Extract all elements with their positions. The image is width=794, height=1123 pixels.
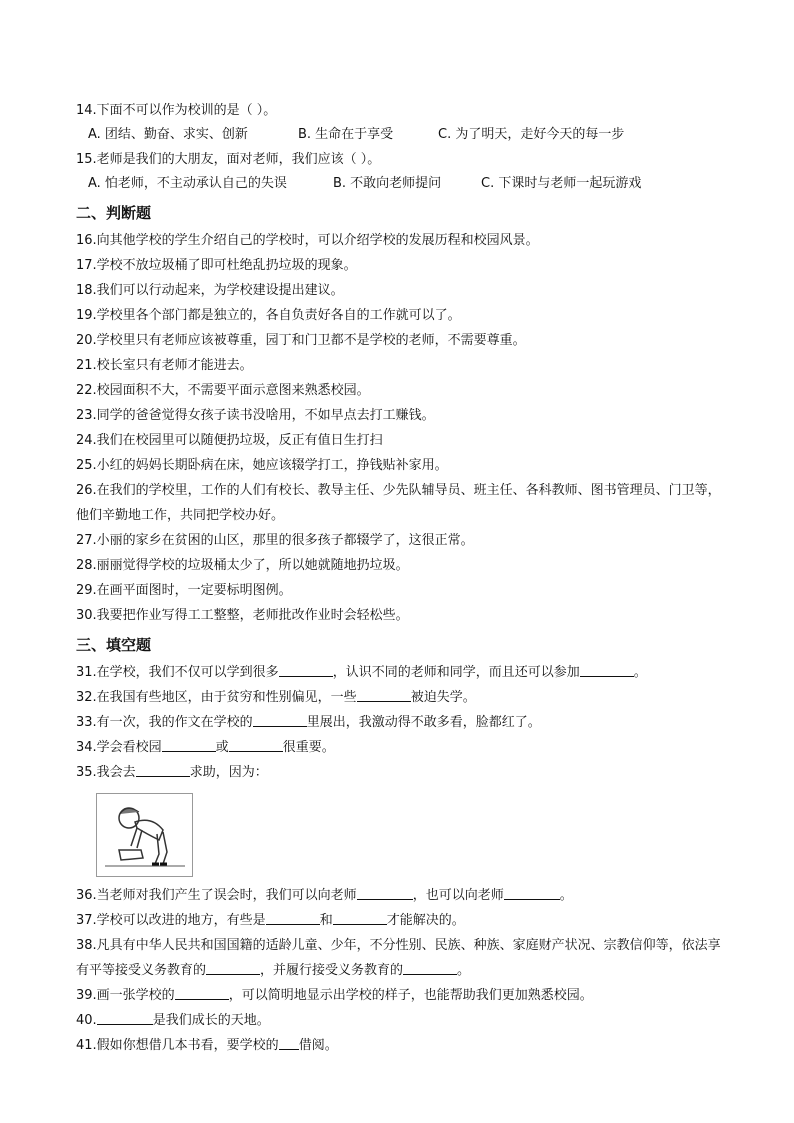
judge-question-26: 26.在我们的学校里，工作的人们有校长、教导主任、少先队辅导员、班主任、各科教师、图书管理员、门卫等，他们辛勤地工作，共同把学校办好。: [76, 483, 721, 523]
judge-question-23: 23.同学的爸爸觉得女孩子读书没啥用，不如早点去打工赚钱。: [76, 408, 435, 423]
fill-question-35: 35.我会去 求助，因为：: [76, 760, 736, 785]
answer-blank[interactable]: [279, 662, 333, 677]
judge-question-16: 16.向其他学校的学生介绍自己的学校时，可以介绍学校的发展历程和校园风景。: [76, 233, 539, 248]
judge-question-29: 29.在画平面图时，一定要标明图例。: [76, 583, 292, 598]
child-picking-up-book-drawing: [97, 794, 192, 876]
answer-blank[interactable]: [357, 885, 413, 900]
answer-blank[interactable]: [333, 910, 387, 925]
fill-question-39: 39.画一张学校的 ，可以简明地显示出学校的样子，也能帮助我们更加熟悉校园。: [76, 983, 736, 1008]
answer-blank[interactable]: [206, 960, 260, 975]
question-14-stem: 14.下面不可以作为校训的是（ ）。: [76, 103, 277, 118]
judge-question-21: 21.校长室只有老师才能进去。: [76, 358, 253, 373]
fill-question-38: 38.凡具有中华人民共和国国籍的适龄儿童、少年，不分性别、民族、种族、家庭财产状况、宗教信仰等，依法享有平等接受义务教育的 ，并履行接受义务教育的 。: [76, 938, 721, 978]
question-15-options: [76, 172, 736, 196]
judge-question-19: 19.学校里各个部门都是独立的，各自负责好各自的工作就可以了。: [76, 308, 461, 323]
answer-blank[interactable]: [357, 687, 411, 702]
answer-blank[interactable]: [253, 712, 307, 727]
judge-question-20: 20.学校里只有老师应该被尊重，园丁和门卫都不是学校的老师，不需要尊重。: [76, 333, 526, 348]
section-heading-judge: 二、判断题: [76, 204, 152, 222]
judge-question-30: 30.我要把作业写得工工整整，老师批改作业时会轻松些。: [76, 608, 409, 623]
question-15-option-a[interactable]: A. 怕老师，不主动承认自己的失误: [88, 176, 287, 191]
worksheet-page: [76, 98, 736, 1058]
answer-blank[interactable]: [175, 985, 229, 1000]
judge-question-25: 25.小红的妈妈长期卧病在床，她应该辍学打工，挣钱贴补家用。: [76, 458, 448, 473]
child-picking-up-book-illustration: [96, 793, 193, 877]
fill-question-31: 31.在学校，我们不仅可以学到很多 ，认识不同的老师和同学，而且还可以参加 。: [76, 660, 736, 685]
answer-blank[interactable]: [580, 662, 634, 677]
judge-question-22: 22.校园面积不大，不需要平面示意图来熟悉校园。: [76, 383, 370, 398]
question-15-option-b[interactable]: B. 不敢向老师提问: [333, 176, 442, 191]
answer-blank[interactable]: [403, 960, 457, 975]
fill-question-41: 41.假如你想借几本书看，要学校的 借阅。: [76, 1033, 736, 1058]
answer-blank[interactable]: [136, 762, 190, 777]
fill-question-40: 40. 是我们成长的天地。: [76, 1008, 736, 1033]
answer-blank[interactable]: [162, 737, 216, 752]
section-heading-fill: 三、填空题: [76, 636, 152, 654]
fill-question-37: 37.学校可以改进的地方，有些是 和 才能解决的。: [76, 908, 736, 933]
answer-blank[interactable]: [97, 1010, 153, 1025]
question-14-option-a[interactable]: A. 团结、勤奋、求实、创新: [88, 127, 248, 142]
question-15-option-c[interactable]: C. 下课时与老师一起玩游戏: [481, 176, 642, 191]
question-15-stem: 15.老师是我们的大朋友，面对老师，我们应该（ ）。: [76, 152, 381, 167]
fill-question-33: 33.有一次，我的作文在学校的 里展出，我激动得不敢多看，脸都红了。: [76, 710, 736, 735]
answer-blank[interactable]: [229, 737, 283, 752]
fill-question-36: 36.当老师对我们产生了误会时，我们可以向老师 ，也可以向老师 。: [76, 883, 736, 908]
judge-question-28: 28.丽丽觉得学校的垃圾桶太少了，所以她就随地扔垃圾。: [76, 558, 409, 573]
answer-blank[interactable]: [504, 885, 560, 900]
question-14-options: [76, 123, 736, 147]
judge-question-24: 24.我们在校园里可以随便扔垃圾，反正有值日生打扫: [76, 433, 383, 448]
fill-question-32: 32.在我国有些地区，由于贫穷和性别偏见，一些 被迫失学。: [76, 685, 736, 710]
fill-question-34: 34.学会看校园 或 很重要。: [76, 735, 736, 760]
judge-question-27: 27.小丽的家乡在贫困的山区，那里的很多孩子都辍学了，这很正常。: [76, 533, 474, 548]
question-14-option-b[interactable]: B. 生命在于享受: [298, 127, 394, 142]
judge-question-17: 17.学校不放垃圾桶了即可杜绝乱扔垃圾的现象。: [76, 258, 357, 273]
answer-blank[interactable]: [266, 910, 320, 925]
question-14-option-c[interactable]: C. 为了明天，走好今天的每一步: [438, 127, 625, 142]
answer-blank[interactable]: [279, 1035, 299, 1050]
judge-question-18: 18.我们可以行动起来，为学校建设提出建议。: [76, 283, 344, 298]
